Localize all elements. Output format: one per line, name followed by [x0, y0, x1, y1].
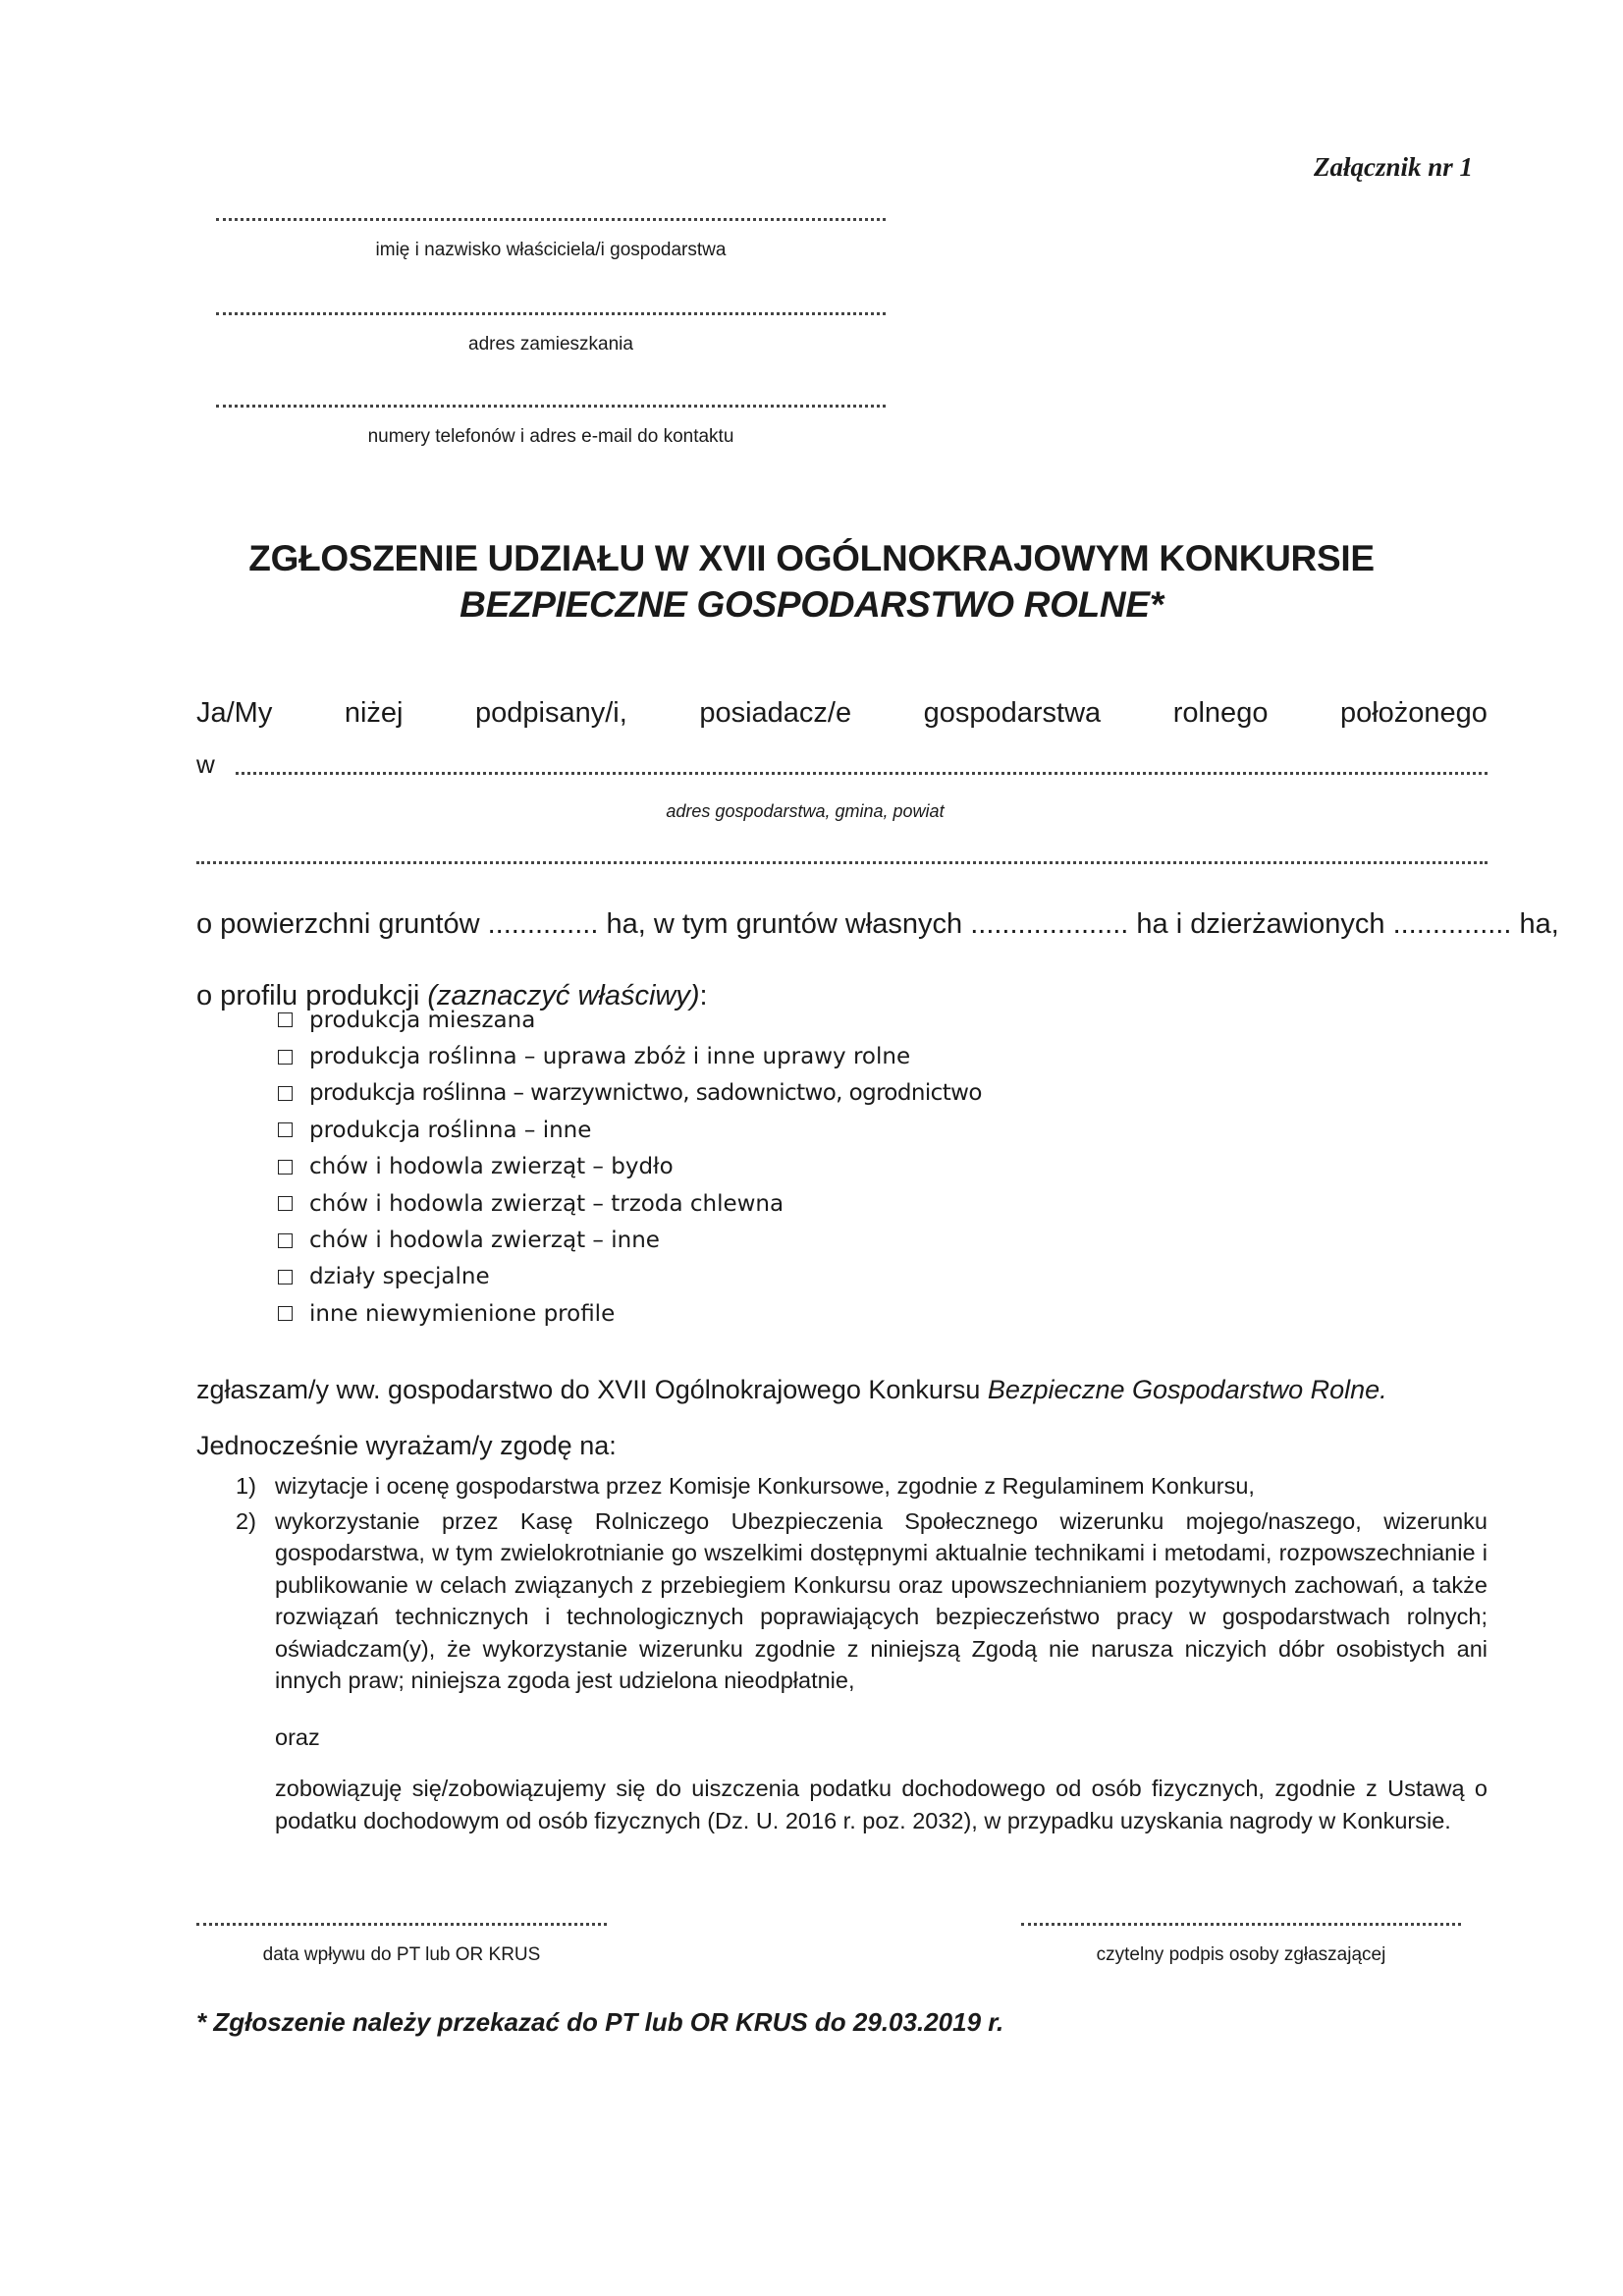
consent-item-text: wykorzystanie przez Kasę Rolniczego Ubezpieczenia Społecznego wizerunku mojego/naszego, wizerunku gospodarstwa, w tym zwielokrotnianie go wszelkimi dostępnymi aktualnie technikami i metodami, rozpowszechnianie i publikowanie w celach związanych z przebiegiem Konkursu oraz upowszechnianiem pozytywnych zachowań, a także rozwiązań technicznych i technologicznych poprawiających bezpieczeństwo pracy w gospodarstwach rolnych; oświadczam(y), że wykorzystanie wizerunku zgodnie z niniejszą Zgodą nie narusza niczyich dóbr osobistych ani innych praw; niniejsza zgoda jest udzielona nieodpłatnie, [275, 1507, 1488, 1693]
checkbox[interactable] [278, 1196, 293, 1211]
area-unit: ha, [1519, 908, 1559, 940]
declaration-word: gospodarstwa [923, 697, 1102, 729]
w-prefix: w [196, 749, 215, 779]
profile-option-label: chów i hodowla zwierząt – bydło [309, 1154, 674, 1180]
profile-option[interactable] [278, 1185, 982, 1222]
consent-item [236, 1505, 1488, 1697]
declaration-line [196, 697, 1488, 730]
area-total-field[interactable]: .............. [487, 908, 599, 940]
declaration-word: położonego [1339, 697, 1488, 729]
consent-item-number: 1) [236, 1473, 256, 1499]
area-leased-label: ha i dzierżawionych [1136, 908, 1385, 940]
profile-option-label: chów i hodowla zwierząt – trzoda chlewna [309, 1190, 784, 1217]
contact-caption: numery telefonów i adres e-mail do kontaktu [367, 426, 734, 447]
profile-hint: (zaznaczyć właściwy) [427, 980, 700, 1011]
home-address-field[interactable] [216, 312, 886, 315]
submission-line [196, 1375, 1387, 1405]
contact-field[interactable] [216, 405, 886, 408]
profile-checklist [278, 1002, 982, 1333]
consent-and: oraz [275, 1724, 320, 1750]
area-own-label: ha, w tym gruntów własnych [606, 908, 963, 940]
consent-item [236, 1470, 1488, 1503]
home-address-caption: adres zamieszkania [468, 334, 633, 355]
signature-caption: czytelny podpis osoby zgłaszającej [1096, 1944, 1386, 1965]
submission-text: zgłaszam/y ww. gospodarstwo do XVII Ogólnokrajowego Konkursu [196, 1375, 988, 1404]
date-received-caption: data wpływu do PT lub OR KRUS [262, 1944, 541, 1965]
farm-address-caption: adres gospodarstwa, gmina, powiat [666, 801, 945, 821]
profile-option[interactable] [278, 1112, 982, 1148]
checkbox[interactable] [278, 1233, 293, 1248]
profile-option[interactable] [278, 1002, 982, 1038]
form-title: ZGŁOSZENIE UDZIAŁU W XVII OGÓLNOKRAJOWYM KONKURSIE [248, 538, 1375, 578]
profile-option-label: produkcja roślinna – inne [309, 1117, 592, 1143]
form-subtitle: BEZPIECZNE GOSPODARSTWO ROLNE* [460, 584, 1163, 625]
area-total-label: o powierzchni gruntów [196, 908, 480, 940]
profile-option[interactable] [278, 1259, 982, 1295]
profile-option[interactable] [278, 1222, 982, 1258]
declaration-word: rolnego [1172, 697, 1269, 729]
profile-option[interactable] [278, 1295, 982, 1332]
checkbox[interactable] [278, 1160, 293, 1175]
checkbox[interactable] [278, 1270, 293, 1285]
profile-label-text: o profilu produkcji [196, 980, 420, 1011]
checkbox[interactable] [278, 1012, 293, 1027]
farm-address-field[interactable] [236, 772, 1488, 775]
consent-intro: Jednocześnie wyrażam/y zgodę na: [196, 1431, 617, 1460]
profile-option-label: produkcja roślinna – uprawa zbóż i inne uprawy rolne [309, 1044, 911, 1070]
profile-colon: : [699, 980, 708, 1011]
declaration-word: posiadacz/e [699, 697, 852, 729]
declaration-word: Ja/My [196, 697, 273, 729]
declaration-word: podpisany/i, [475, 697, 627, 729]
profile-option-label: działy specjalne [309, 1264, 490, 1290]
profile-option[interactable] [278, 1149, 982, 1185]
checkbox[interactable] [278, 1306, 293, 1321]
attachment-label: Załącznik nr 1 [1313, 152, 1473, 182]
footnote: * Zgłoszenie należy przekazać do PT lub OR KRUS do 29.03.2019 r. [196, 2007, 1004, 2037]
profile-option[interactable] [278, 1075, 982, 1112]
checkbox[interactable] [278, 1122, 293, 1137]
area-leased-field[interactable]: ............... [1392, 908, 1512, 940]
profile-option[interactable] [278, 1038, 982, 1074]
area-line [196, 908, 1559, 941]
consent-item-number: 2) [236, 1507, 256, 1534]
checkbox[interactable] [278, 1050, 293, 1065]
profile-option-label: produkcja mieszana [309, 1007, 536, 1033]
contest-name: Bezpieczne Gospodarstwo Rolne. [987, 1375, 1387, 1404]
signature-field[interactable] [1021, 1923, 1461, 1926]
profile-option-label: chów i hodowla zwierząt – inne [309, 1228, 660, 1254]
farm-address-field-2[interactable] [196, 861, 1488, 864]
profile-option-label: produkcja roślinna – warzywnictwo, sadownictwo, ogrodnictwo [309, 1080, 982, 1107]
declaration-word: niżej [344, 697, 404, 729]
consent-list [236, 1470, 1488, 1697]
owner-name-caption: imię i nazwisko właściciela/i gospodarstwa [375, 240, 727, 260]
consent-item-text: wizytacje i ocenę gospodarstwa przez Komisje Konkursowe, zgodnie z Regulaminem Konkursu, [275, 1473, 1255, 1499]
tax-obligation: zobowiązuję się/zobowiązujemy się do uiszczenia podatku dochodowego od osób fizycznych, zgodnie z Ustawą o podatku dochodowym od osób fizycznych (Dz. U. 2016 r. poz. 2032), w przypadku uzyskania nagrody w Konkursie. [275, 1776, 1488, 1833]
profile-option-label: inne niewymienione profile [309, 1300, 616, 1327]
owner-name-field[interactable] [216, 218, 886, 221]
checkbox[interactable] [278, 1086, 293, 1101]
area-own-field[interactable]: .................... [970, 908, 1129, 940]
date-received-field[interactable] [196, 1923, 607, 1926]
